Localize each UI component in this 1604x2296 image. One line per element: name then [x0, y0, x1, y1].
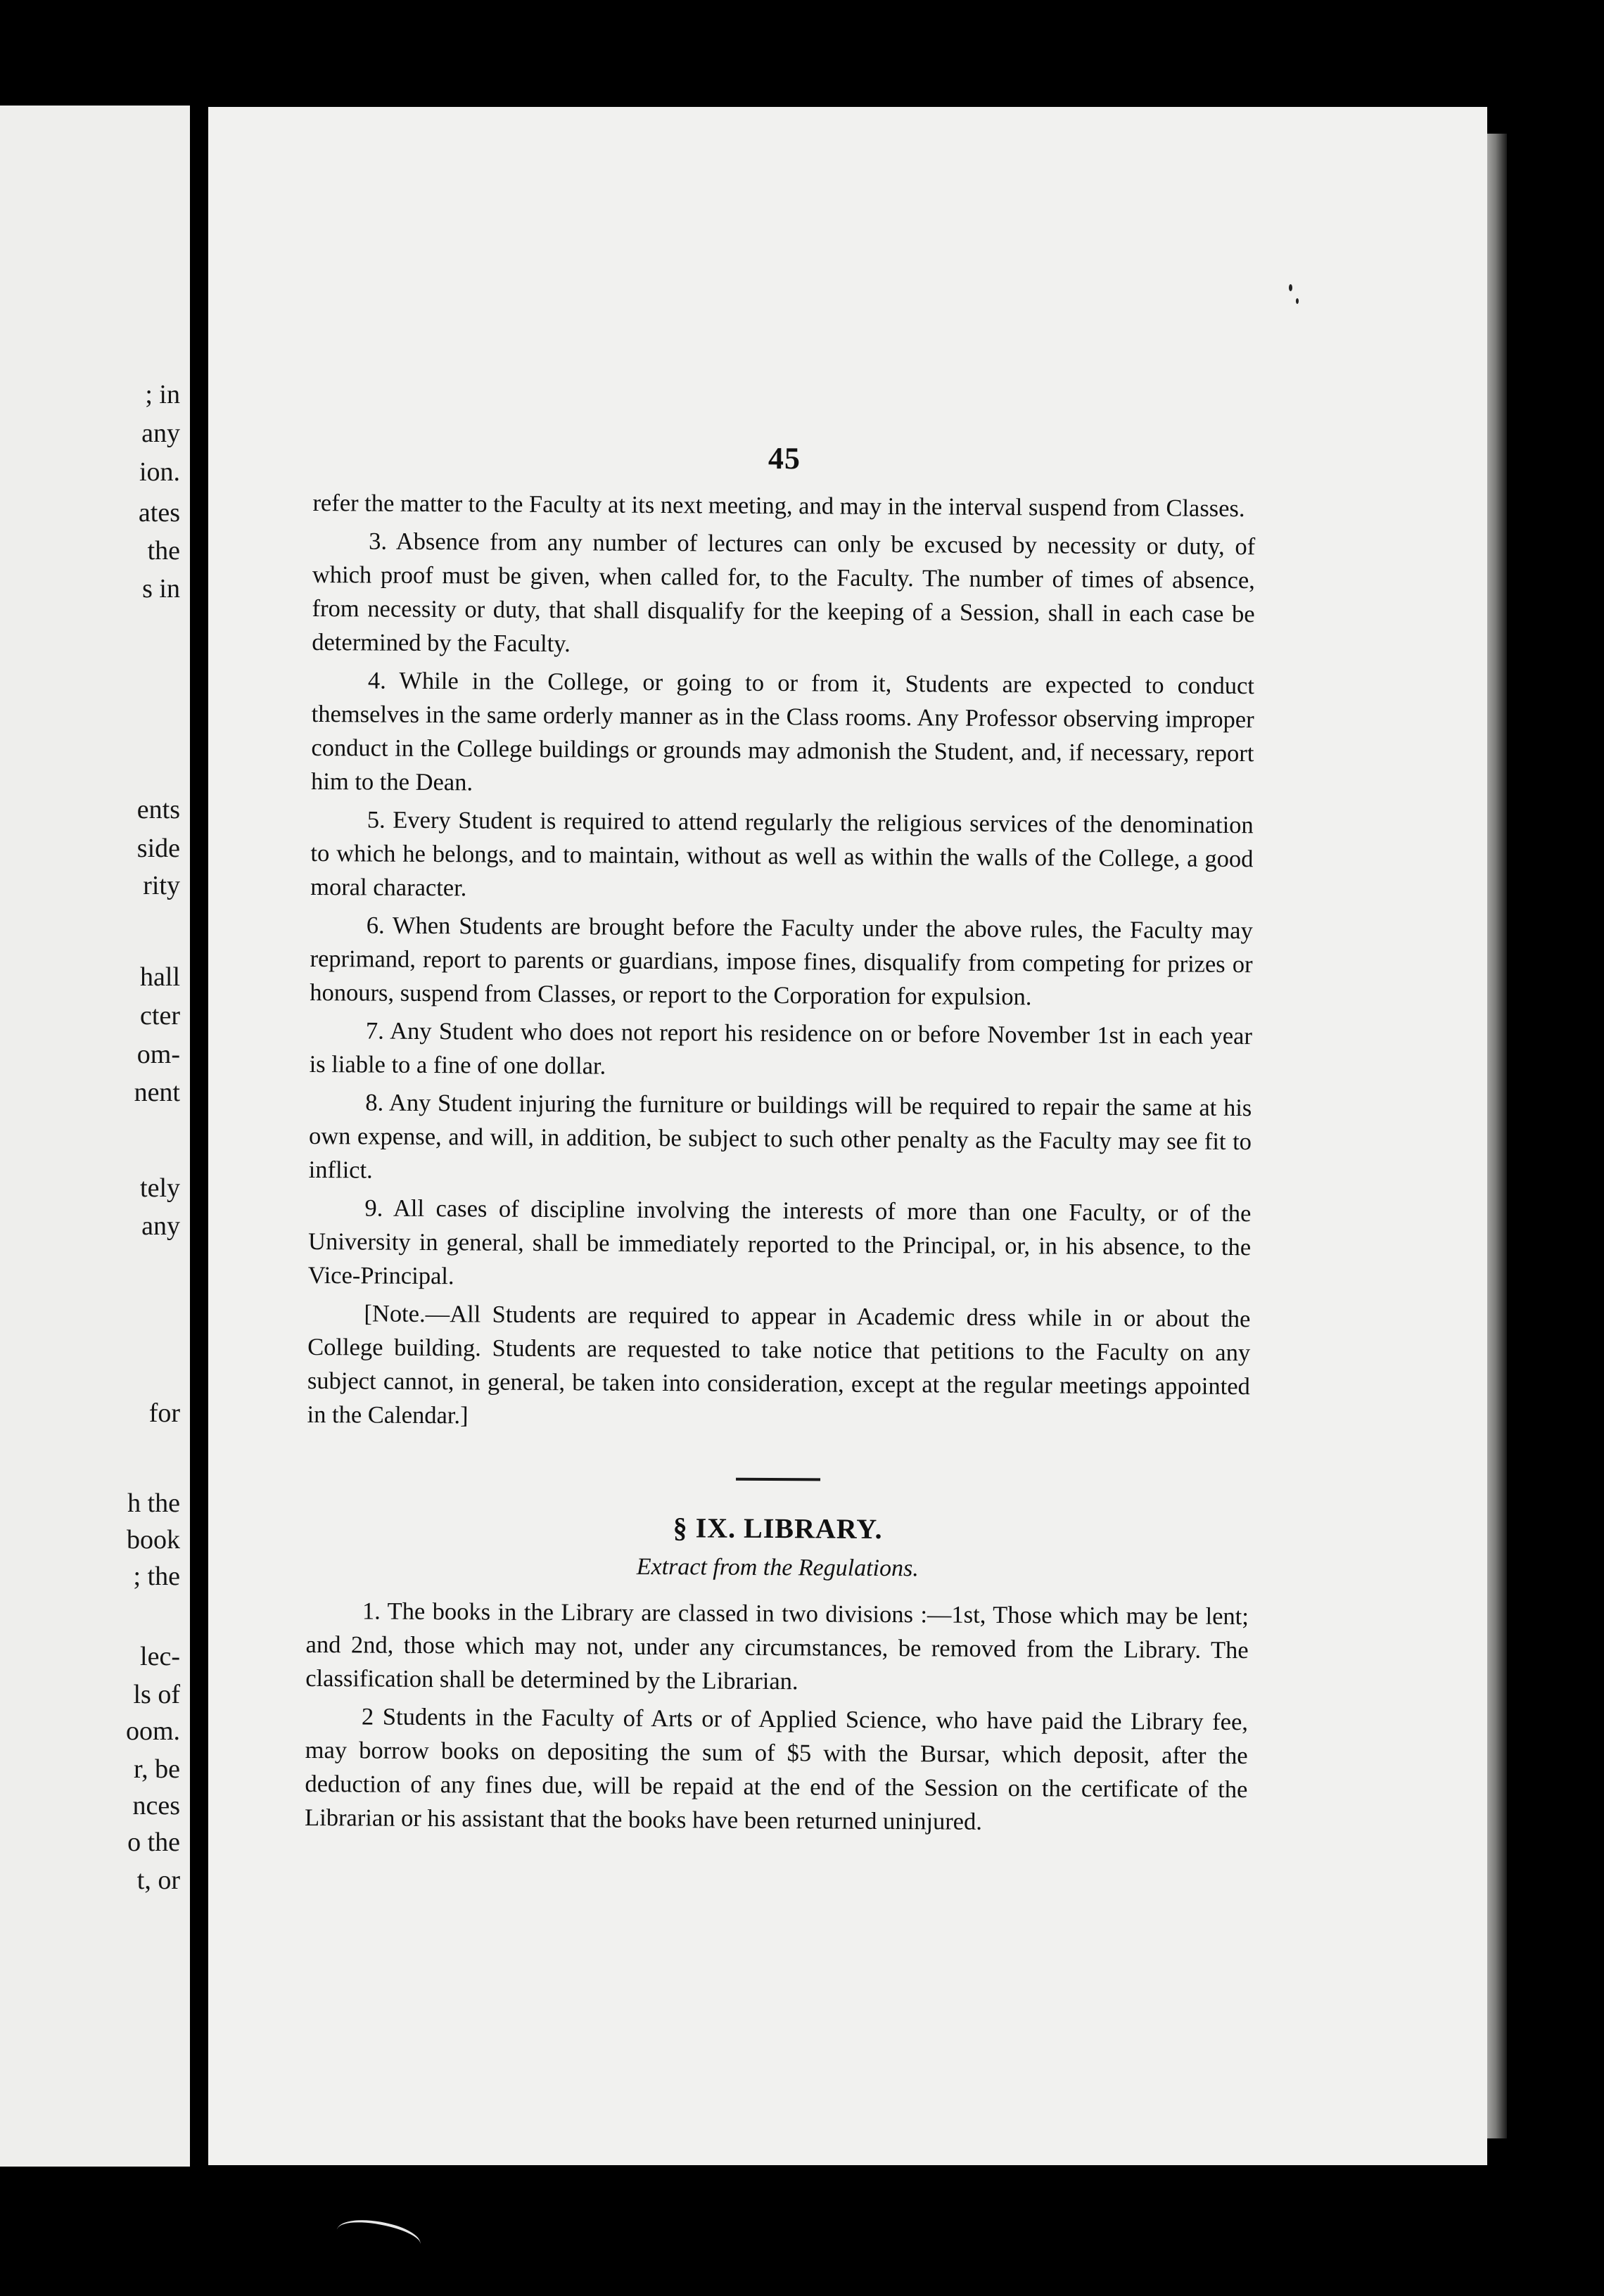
left-line-fragment: ls of [133, 1680, 180, 1709]
left-line-fragment: nces [132, 1791, 180, 1820]
previous-page-fragment [0, 106, 190, 2167]
left-line-fragment: hall [140, 962, 180, 992]
left-line-fragment: lec- [140, 1642, 180, 1671]
library-rule-2-paragraph: 2 Students in the Faculty of Arts or of Applied Science, who have paid the Library fee, may borrow books on depositing the sum of $5 with the Bursar, which deposit, after the deduction of any fines due, will be repaid at the end of the Session on the certificate of the Librarian or his assistant that the books have been returned uninjured. [304, 1703, 1249, 1835]
left-line-fragment: ates [138, 498, 180, 528]
section-divider [736, 1478, 820, 1481]
rule-5-paragraph: 5. Every Student is required to attend regularly the religious services of the denomination to which he belongs, and to maintain, without as well as within the walls of the College, a good moral character. [310, 806, 1254, 902]
left-line-fragment: t, or [136, 1866, 180, 1895]
left-line-fragment: ents [136, 795, 180, 824]
speck [1296, 298, 1299, 304]
note-paragraph: [Note.—All Students are required to appear in Academic dress while in or about the College building. Students are requested to take notice that petitions to the Faculty on any subject cannot, in general, be taken into consideration, except at the regular meetings appointed in the Calendar.] [307, 1300, 1251, 1429]
scan-artifact [333, 2212, 423, 2262]
page-content [305, 332, 1256, 1844]
left-line-fragment: any [141, 1211, 180, 1241]
left-line-fragment: ; the [133, 1562, 180, 1591]
section-subtitle: Extract from the Regulations. [636, 1553, 919, 1582]
rule-4-paragraph: 4. While in the College, or going to or from it, Students are expected to conduct themselves in the same orderly manner as in the Class rooms. Any Professor observing improper conduct in the College buildings or grounds may admonish the Student, and, if necessary, report him to the Dean. [310, 667, 1255, 796]
left-line-fragment: for [148, 1398, 180, 1428]
left-line-fragment: the [147, 536, 180, 566]
left-line-fragment: ; in [145, 380, 180, 409]
rule-8-paragraph: 8. Any Student injuring the furniture or buildings will be required to repair the same at his own expense, and will, in addition, be subject to such other penalty as the Faculty may see fit to inflict. [308, 1089, 1252, 1184]
left-line-fragment: side [136, 834, 180, 863]
left-line-fragment: any [141, 419, 180, 448]
left-line-fragment: rity [143, 871, 180, 900]
left-line-fragment: o the [127, 1828, 180, 1857]
left-line-fragment: tely [140, 1173, 180, 1203]
library-rule-1-paragraph: 1. The books in the Library are classed in two divisions :—1st, Those which may be lent; and 2nd, those which may not, under any circumstances, be removed from the Library. The classification shall be determined by the Librarian. [305, 1597, 1249, 1695]
rule-6-paragraph: 6. When Students are brought before the Faculty under the above rules, the Faculty may reprimand, report to parents or guardians, impose fines, disqualify from competing for prizes or honours, suspend from Classes, or report to the Corporation for expulsion. [310, 912, 1253, 1011]
left-line-fragment: h the [127, 1488, 180, 1518]
left-line-fragment: oom. [125, 1716, 180, 1746]
left-line-fragment: s in [142, 574, 180, 604]
rule-3-paragraph: 3. Absence from any number of lectures can only be excused by necessity or duty, of which proof must be given, when called for, to the Faculty. The number of times of absence, from necessity or duty, that shall disqualify for the keeping of a Session, shall in each case be determined by the Faculty. [312, 528, 1256, 658]
left-line-fragment: cter [140, 1001, 180, 1031]
paragraph: refer the matter to the Faculty at its next meeting, and may in the interval suspend from Classes. [312, 489, 1245, 523]
speck [1289, 284, 1292, 291]
rule-9-paragraph: 9. All cases of discipline involving the interests of more than one Faculty, or of the University in general, shall be immediately reported to the Principal, or, in his absence, to the Vice-Principal. [307, 1194, 1252, 1290]
left-line-fragment: ion. [139, 457, 180, 487]
left-line-fragment: nent [134, 1078, 180, 1107]
page-number: 45 [768, 440, 801, 476]
document-page [208, 107, 1487, 2165]
left-line-fragment: book [127, 1525, 180, 1555]
left-line-fragment: om- [136, 1040, 180, 1069]
left-line-fragment: r, be [134, 1754, 180, 1784]
section-title: § IX. LIBRARY. [673, 1512, 883, 1545]
rule-7-paragraph: 7. Any Student who does not report his residence on or before November 1st in each year is liable to a fine of one dollar. [309, 1017, 1253, 1080]
